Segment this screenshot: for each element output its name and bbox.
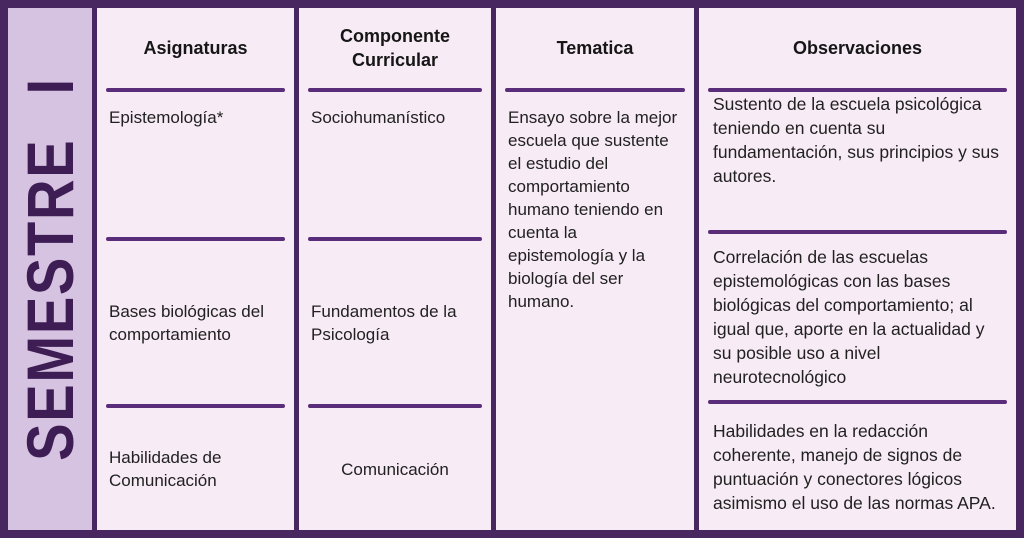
cell-observacion-1 — [699, 92, 1016, 230]
column-observaciones — [699, 8, 1016, 530]
column-header-asignaturas — [97, 8, 294, 88]
cell-text: Epistemología* — [109, 108, 224, 127]
cell-componente-3 — [299, 408, 491, 530]
column-tematica — [496, 8, 694, 530]
cell-asignatura-1 — [97, 92, 294, 237]
cell-text: Sustento de la escuela psicológica teniendo en cuenta su fundamentación, sus principios y sus autores. — [713, 94, 999, 186]
cell-text: Ensayo sobre la mejor escuela que sustente el estudio del comportamiento humano teniendo en cuenta la epistemología y la biología del ser humano. — [508, 108, 678, 311]
semester-word: SEMESTRE — [13, 138, 87, 461]
cell-text: Fundamentos de la Psicología — [311, 301, 457, 344]
cell-text: Correlación de las escuelas epistemológicas con las bases biológicas del comportamiento; al igual que, aporte en la actualidad y su posible uso a nivel neurotecnológico — [713, 247, 985, 387]
column-header-componente — [299, 8, 491, 88]
cell-componente-2 — [299, 241, 491, 404]
column-asignaturas — [97, 8, 294, 530]
cell-observacion-2 — [699, 234, 1016, 400]
header-label: Tematica — [556, 38, 634, 58]
column-componente-curricular — [299, 8, 491, 530]
cell-text: Habilidades en la redacción coherente, manejo de signos de puntuación y conectores lógicos asimismo el uso de las normas APA. — [713, 421, 996, 513]
semester-numeral: I — [13, 77, 87, 95]
cell-text: Bases biológicas del comportamiento — [109, 301, 264, 344]
header-label: Asignaturas — [143, 38, 248, 58]
semester-band — [8, 8, 92, 530]
cell-text: Comunicación — [341, 459, 449, 479]
column-header-observaciones — [699, 8, 1016, 88]
cell-text: Habilidades de Comunicación — [109, 448, 222, 490]
header-label: Observaciones — [792, 38, 923, 58]
cell-tematica — [496, 92, 694, 530]
cell-componente-1 — [299, 92, 491, 237]
header-label: Componente Curricular — [340, 26, 450, 70]
column-header-tematica — [496, 8, 694, 88]
semester-label — [12, 77, 88, 461]
cell-observacion-3 — [699, 404, 1016, 530]
cell-text: Sociohumanístico — [311, 108, 446, 127]
cell-asignatura-2 — [97, 241, 294, 404]
cell-asignatura-3 — [97, 408, 294, 530]
